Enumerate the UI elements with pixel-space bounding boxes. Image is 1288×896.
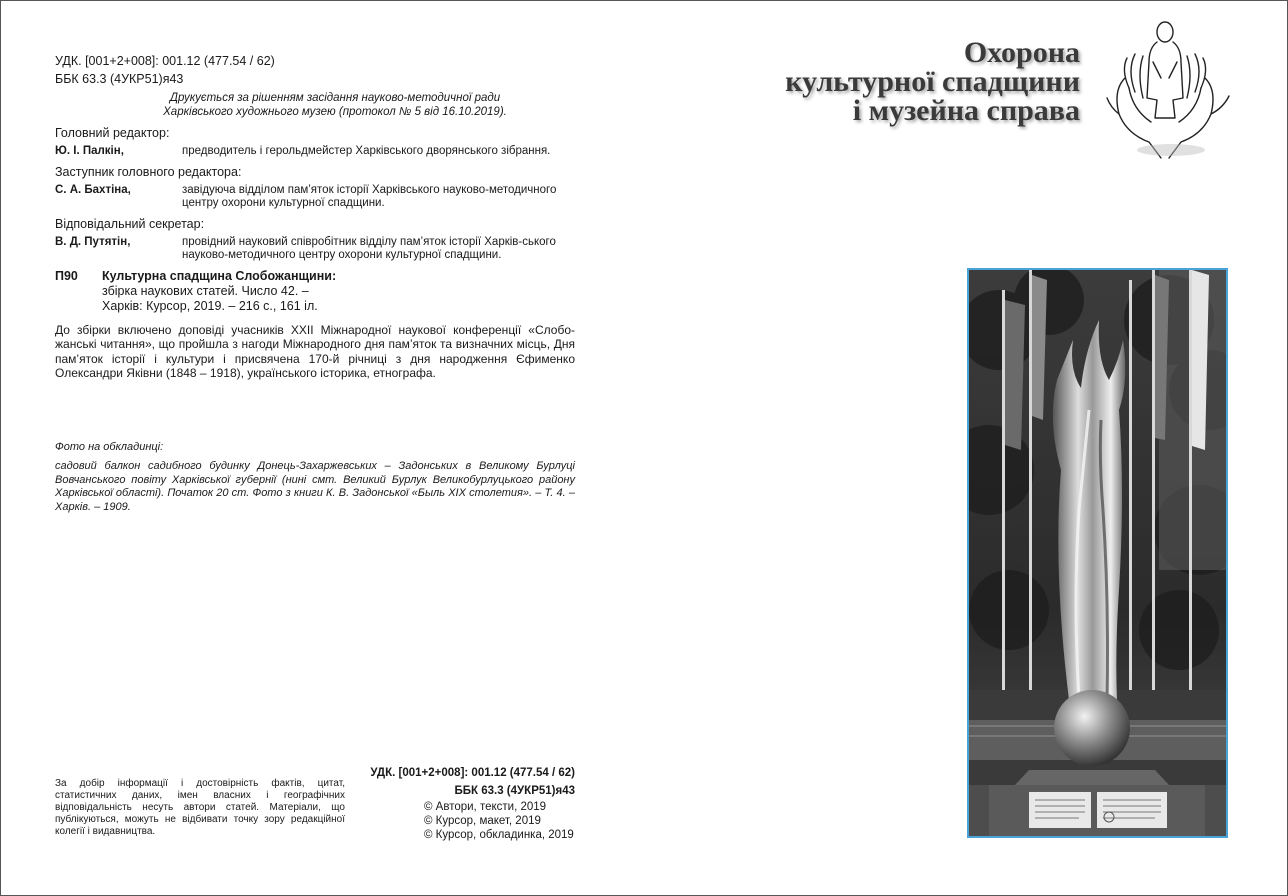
- copyright-3: © Курсор, обкладинка, 2019: [424, 829, 574, 841]
- catalog-text: [102, 269, 336, 314]
- photo-label: Фото на обкладинці:: [55, 441, 164, 453]
- deputy-name: С. А. Бахтіна,: [55, 183, 131, 196]
- udk-line: УДК. [001+2+008]: 001.12 (477.54 / 62): [55, 54, 275, 68]
- book-title: Культурна спадщина Слобожанщини:: [102, 268, 337, 283]
- deputy-editor: [55, 184, 575, 211]
- title-line-2: культурної спадщини: [785, 65, 1080, 98]
- udk-bottom: УДК. [001+2+008]: 001.12 (477.54 / 62): [370, 767, 575, 779]
- hands-holding-figure-icon: [1105, 18, 1235, 160]
- photo-note: [55, 440, 575, 515]
- copyright-1: © Автори, тексти, 2019: [424, 801, 547, 813]
- disclaimer: За добір інформації і достовірність фактів, цитат, статистичних даних, імен власних і географічних відповідальність несуть автори статей. Матеріали, що публікуються, можуть не відбивати точку зору редакційної колегії і видавництва.: [55, 778, 345, 837]
- catalog-entry: [55, 269, 575, 314]
- chief-editor: [55, 145, 575, 159]
- printed-note: [55, 91, 575, 119]
- photo-text: садовий балкон садибного будинку Донець-Захаржевських – Задонських в Великому Бурлуці Вовчанського повіту Харківської губернії (нині смт. Великий Бурлук Великобурлуцького району Харківської області). Початок 20 ст. Фото з книги К. В. Задонської «Быль XIX столетия». – Т. 4. – Харків. – 1909.: [55, 460, 575, 514]
- deputy-label: Заступник головного редактора:: [55, 164, 242, 179]
- cover-title: [785, 38, 1080, 125]
- catalog-code: П90: [55, 268, 78, 283]
- monument-photo: [967, 268, 1228, 838]
- bbk-line: ББК 63.3 (4УКР51)я43: [55, 72, 184, 86]
- copyrights: [424, 800, 594, 842]
- chief-editor-label: Головний редактор:: [55, 126, 170, 140]
- printed-note-line-1: Друкується за рішенням засідання науково-методичної ради: [169, 92, 501, 104]
- bbk-bottom: ББК 63.3 (4УКР51)я43: [454, 785, 575, 797]
- title-line-1: Охорона: [963, 36, 1080, 69]
- abstract: До збірки включено доповіді учасників XXII Міжнародної наукової конференції «Слобо-жанські читання», що пройшла з нагоди Міжнародного дня пам’яток та визначних місць, Дня пам’яток історії і культури і присвячена 170-й річниці з дня народження Єфименко Олександри Яківни (1848 – 1918), українського історика, етнографа.: [55, 322, 575, 380]
- chief-editor-desc: предводитель і герольдмейстер Харківського дворянського зібрання.: [182, 145, 551, 157]
- secretary-name: В. Д. Путятін,: [55, 235, 131, 248]
- chief-editor-name: Ю. І. Палкін,: [55, 145, 124, 157]
- book-line-3: Харків: Курсор, 2019. – 216 с., 161 іл.: [102, 298, 318, 313]
- secretary-label: Відповідальний секретар:: [55, 216, 205, 231]
- bottom-codes: [360, 764, 575, 800]
- imprint-block: [55, 52, 575, 381]
- title-line-3: і музейна справа: [852, 94, 1080, 127]
- secretary-desc: провідний науковий співробітник відділу пам’яток історії Харків-ського науково-методичного центру охорони культурної спадщини.: [182, 235, 556, 261]
- copyright-2: © Курсор, макет, 2019: [424, 815, 541, 827]
- book-line-2: збірка наукових статей. Число 42. –: [102, 283, 309, 298]
- printed-note-line-2: Харківського художнього музею (протокол № 5 від 16.10.2019).: [163, 106, 507, 118]
- secretary: [55, 236, 575, 263]
- deputy-desc: завідуюча відділом пам’яток історії Харківського науково-методичного центру охорони культурної спадщини.: [182, 183, 557, 209]
